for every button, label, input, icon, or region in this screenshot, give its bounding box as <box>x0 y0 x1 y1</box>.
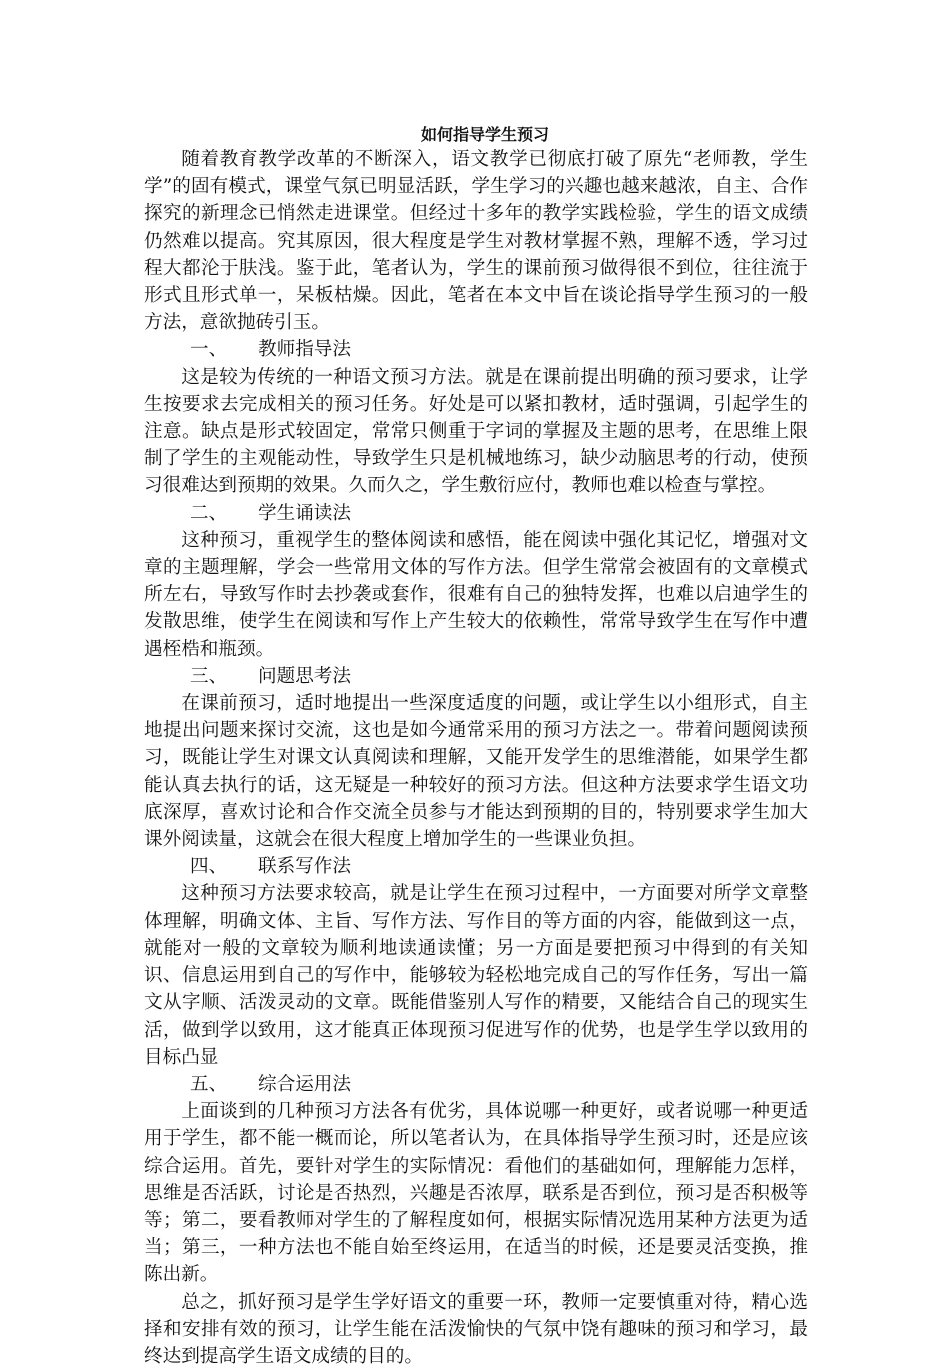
section-3-heading <box>144 663 808 690</box>
section-4-heading <box>144 853 808 880</box>
section-3-title: 问题思考法 <box>258 665 351 687</box>
section-3-number: 三、 <box>190 665 228 687</box>
section-4-paragraph: 这种预习方法要求较高，就是让学生在预习过程中，一方面要对所学文章整体理解，明确文体、主旨、写作方法、写作目的等方面的内容，能做到这一点，就能对一般的文章较为顺利地读通读懂；另一方面是要把预习中得到的有关知识、信息运用到自己的写作中，能够较为轻松地完成自己的写作任务，写出一篇文从字顺、活泼灵动的文章。既能借鉴别人写作的精要，又能结合自己的现实生活，做到学以致用，这才能真正体现预习促进写作的优势，也是学生学以致用的目标凸显 <box>144 883 808 1068</box>
section-1-paragraph: 这是较为传统的一种语文预习方法。就是在课前提出明确的预习要求，让学生按要求去完成相关的预习任务。好处是可以紧扣教材，适时强调，引起学生的注意。缺点是形式较固定，常常只侧重于字词的掌握及主题的思考，在思维上限制了学生的主观能动性，导致学生只是机械地练习，缺少动脑思考的行动，使预习很难达到预期的效果。久而久之，学生敷衍应付，教师也难以检查与掌控。 <box>144 366 808 497</box>
section-5-number: 五、 <box>190 1073 228 1095</box>
section-4-title: 联系写作法 <box>258 856 351 878</box>
section-5-title: 综合运用法 <box>258 1073 351 1095</box>
section-4-number: 四、 <box>190 856 228 878</box>
section-1-title: 教师指导法 <box>258 339 351 361</box>
section-3-paragraph: 在课前预习，适时地提出一些深度适度的问题，或让学生以小组形式，自主地提出问题来探讨交流，这也是如今通常采用的预习方法之一。带着问题阅读预习，既能让学生对课文认真阅读和理解，又能开发学生的思维潜能，如果学生都能认真去执行的话，这无疑是一种较好的预习方法。但这种方法要求学生语文功底深厚，喜欢讨论和合作交流全员参与才能达到预期的目的，特别要求学生加大课外阅读量，这就会在很大程度上增加学生的一些课业负担。 <box>144 693 808 851</box>
conclusion-paragraph: 总之，抓好预习是学生学好语文的重要一环，教师一定要慎重对待，精心选择和安排有效的预习，让学生能在活泼愉快的气氛中饶有趣味的预习和学习，最终达到提高学生语文成绩的目的。 <box>144 1291 808 1367</box>
document-body <box>144 124 808 1370</box>
section-1-heading <box>144 336 808 363</box>
section-5-paragraph: 上面谈到的几种预习方法各有优劣，具体说哪一种更好，或者说哪一种更适用于学生，都不能一概而论，所以笔者认为，在具体指导学生预习时，还是应该综合运用。首先，要针对学生的实际情况：看他们的基础如何，理解能力怎样，思维是否活跃，讨论是否热烈，兴趣是否浓厚，联系是否到位，预习是否积极等等；第二，要看教师对学生的了解程度如何，根据实际情况选用某种方法更为适当；第三，一种方法也不能自始至终运用，在适当的时候，还是要灵活变换，推陈出新。 <box>144 1101 808 1286</box>
section-2-title: 学生诵读法 <box>258 502 351 524</box>
document-title: 如何指导学生预习 <box>420 125 549 144</box>
section-2-number: 二、 <box>190 502 228 524</box>
section-1-number: 一、 <box>190 339 228 361</box>
section-2-heading <box>144 500 808 527</box>
intro-paragraph: 随着教育教学改革的不断深入，语文教学已彻底打破了原先“老师教，学生学”的固有模式，课堂气氛已明显活跃，学生学习的兴趣也越来越浓，自主、合作探究的新理念已悄然走进课堂。但经过十多年的教学实践检验，学生的语文成绩仍然难以提高。究其原因，很大程度是学生对教材掌握不熟，理解不透，学习过程大都沦于肤浅。鉴于此，笔者认为，学生的课前预习做得很不到位，往往流于形式且形式单一，呆板枯燥。因此，笔者在本文中旨在谈论指导学生预习的一般方法，意欲抛砖引玉。 <box>144 149 808 334</box>
section-2-paragraph: 这种预习，重视学生的整体阅读和感悟，能在阅读中强化其记忆，增强对文章的主题理解，学会一些常用文体的写作方法。但学生常常会被固有的文章模式所左右，导致写作时去抄袭或套作，很难有自己的独特发挥，也难以启迪学生的发散思维，使学生在阅读和写作上产生较大的依赖性，常常导致学生在写作中遭遇桎梏和瓶颈。 <box>144 529 808 660</box>
section-5-heading <box>144 1071 808 1098</box>
